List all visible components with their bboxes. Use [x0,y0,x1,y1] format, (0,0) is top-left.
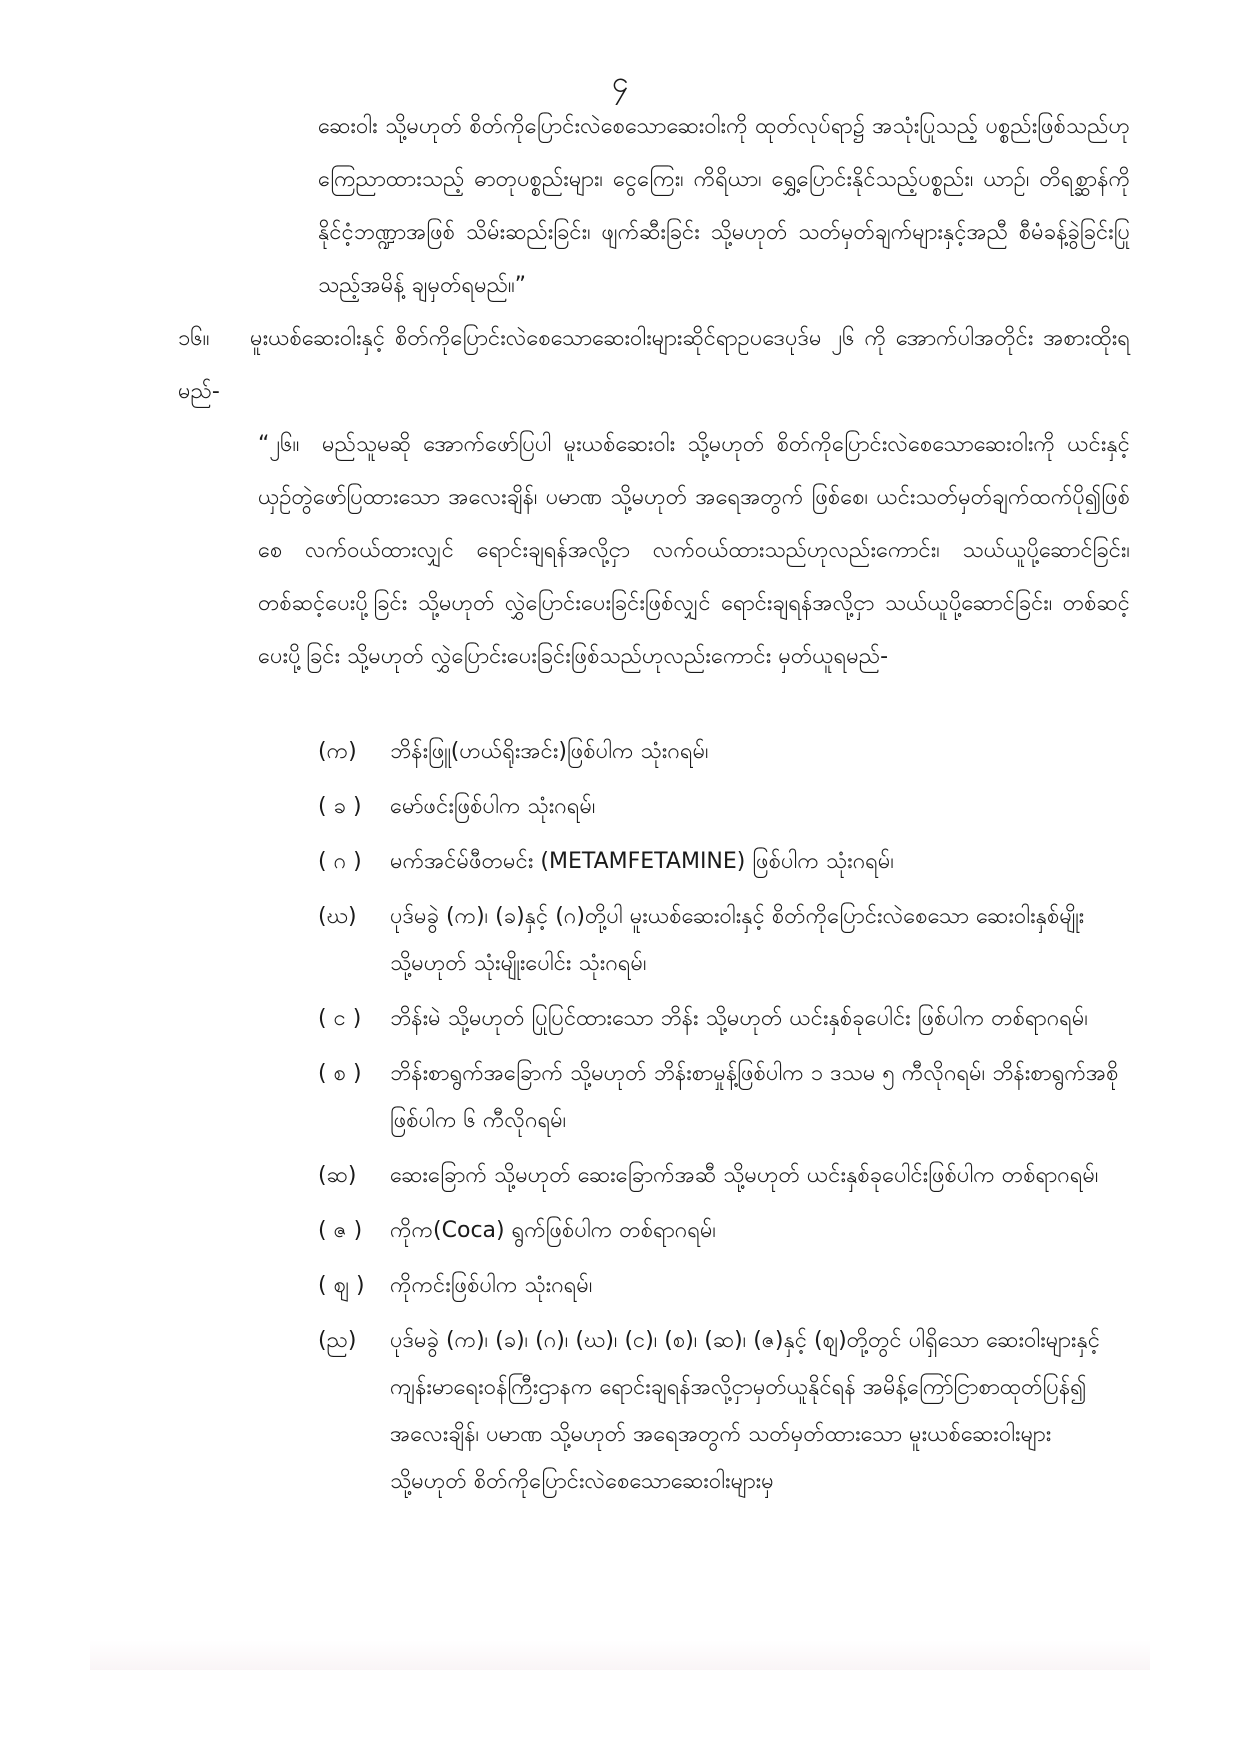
continuation-paragraph: ဆေးဝါး သို့မဟုတ် စိတ်ကိုပြောင်းလဲစေသောဆေးဝါးကို ထုတ်လုပ်ရာ၌ အသုံးပြုသည့် ပစ္စည်းဖြစ်သည်ဟု ကြေညာထားသည့် ဓာတုပစ္စည်းများ၊ ငွေကြေး၊ ကိရိယာ၊ ရွှေ့ပြောင်းနိုင်သည့်ပစ္စည်း၊ ယာဉ်၊ တိရစ္ဆာန်ကို နိုင်ငံ့ဘဏ္ဍာအဖြစ် သိမ်းဆည်းခြင်း၊ ဖျက်ဆီးခြင်း သို့မဟုတ် သတ်မှတ်ချက်များနှင့်အညီ စီမံခန့်ခွဲခြင်းပြုသည့်အမိန့် ချမှတ်ရမည်။” [318,114,1130,298]
list-item [318,1262,1130,1309]
item-label: (ဆ) [318,1163,357,1188]
item-text: ပုဒ်မခွဲ (က)၊ (ခ)နှင့် (ဂ)တို့ပါ မူးယစ်ဆေးဝါးနှင့် စိတ်ကိုပြောင်းလဲစေသော ဆေးဝါးနှစ်မျိုး သို့မဟုတ် သုံးမျိုးပေါင်း သုံးဂရမ်၊ [390,904,1085,976]
list-item [318,783,1130,830]
list-item [318,838,1130,885]
quote-section-number: “၂၆။ [258,432,300,457]
item-label: (ည) [318,1328,357,1353]
section-text: မူးယစ်ဆေးဝါးနှင့် စိတ်ကိုပြောင်းလဲစေသောဆေးဝါးများဆိုင်ရာဥပဒေပုဒ်မ ၂၆ ကို အောက်ပါအတိုင်း အစားထိုးရမည်- [178,326,1130,404]
item-text: ဆေးခြောက် သို့မဟုတ် ဆေးခြောက်အဆီ သို့မဟုတ် ယင်းနှစ်ခုပေါင်းဖြစ်ပါက တစ်ရာဂရမ်၊ [390,1163,1099,1188]
list-item [318,1152,1130,1199]
section-16-paragraph [178,312,1130,418]
list-item [318,995,1130,1042]
quote-text: မည်သူမဆို အောက်ဖော်ပြပါ မူးယစ်ဆေးဝါး သို့မဟုတ် စိတ်ကိုပြောင်းလဲစေသောဆေးဝါးကို ယင်းနှင့် ယှဉ်တွဲဖော်ပြထားသော အလေးချိန်၊ ပမာဏ သို့မဟုတ် အရေအတွက် ဖြစ်စေ၊ ယင်းသတ်မှတ်ချက်ထက်ပို၍ဖြစ်စေ လက်ဝယ်ထားလျှင် ရောင်းချရန်အလို့ငှာ လက်ဝယ်ထားသည်ဟုလည်းကောင်း၊ သယ်ယူပို့ဆောင်ခြင်း၊ တစ်ဆင့်ပေးပို့ခြင်း သို့မဟုတ် လွှဲပြောင်းပေးခြင်းဖြစ်လျှင် ရောင်းချရန်အလို့ငှာ သယ်ယူပို့ဆောင်ခြင်း၊ တစ်ဆင့်ပေးပို့ခြင်း သို့မဟုတ် လွှဲပြောင်းပေးခြင်းဖြစ်သည်ဟုလည်းကောင်း မှတ်ယူရမည်- [258,432,1130,669]
list-item [318,1207,1130,1254]
item-label: ( င ) [318,1006,362,1031]
item-text: ဘိန်းစာရွက်အခြောက် သို့မဟုတ် ဘိန်းစာမှုန့်ဖြစ်ပါက ၁ ဒသမ ၅ ကီလိုဂရမ်၊ ဘိန်းစာရွက်အစိုဖြစ်ပါက ၆ ကီလိုဂရမ်၊ [390,1061,1119,1133]
sub-clause-list [318,728,1130,1513]
item-label: ( ဂ ) [318,849,362,874]
item-label: ( ခ ) [318,794,362,819]
scan-shadow [90,1640,1150,1670]
item-text: ဘိန်းမဲ သို့မဟုတ် ပြုပြင်ထားသော ဘိန်း သို့မဟုတ် ယင်းနှစ်ခုပေါင်း ဖြစ်ပါက တစ်ရာဂရမ်၊ [390,1006,1088,1031]
item-text: ပုဒ်မခွဲ (က)၊ (ခ)၊ (ဂ)၊ (ဃ)၊ (င)၊ (စ)၊ (ဆ)၊ (ဇ)နှင့် (ဈ)တို့တွင် ပါရှိသော ဆေးဝါးများနှင့် ကျန်းမာရေးဝန်ကြီးဌာနက ရောင်းချရန်အလို့ငှာမှတ်ယူနိုင်ရန် အမိန့်ကြော်ငြာစာထုတ်ပြန်၍ အလေးချိန်၊ ပမာဏ သို့မဟုတ် အရေအတွက် သတ်မှတ်ထားသော မူးယစ်ဆေးဝါးများ သို့မဟုတ် စိတ်ကိုပြောင်းလဲစေသောဆေးဝါးများမှ [390,1328,1101,1494]
item-text: ကိုက(Coca) ရွက်ဖြစ်ပါက တစ်ရာဂရမ်၊ [390,1218,717,1243]
section-26-quote-paragraph [258,418,1130,683]
item-text: မော်ဖင်းဖြစ်ပါက သုံးဂရမ်၊ [390,794,596,819]
list-item [318,728,1130,775]
section-number: ၁၆။ [178,326,210,351]
item-text: ဘိန်းဖြူ(ဟယ်ရိုးအင်း)ဖြစ်ပါက သုံးဂရမ်၊ [390,739,709,764]
item-label: ( ဈ ) [318,1273,365,1298]
list-item [318,1050,1130,1144]
item-label: (ဃ) [318,904,357,929]
item-label: (က) [318,739,357,764]
list-item [318,1317,1130,1505]
item-label: ( ဇ ) [318,1218,363,1243]
list-item [318,893,1130,987]
page-number: ၄ [611,65,629,100]
item-text: ကိုကင်းဖြစ်ပါက သုံးဂရမ်၊ [390,1273,593,1298]
item-text: မက်အင်မ်ဖီတမင်း (METAMFETAMINE) ဖြစ်ပါက သုံးဂရမ်၊ [390,849,894,874]
item-label: ( စ ) [318,1061,362,1086]
